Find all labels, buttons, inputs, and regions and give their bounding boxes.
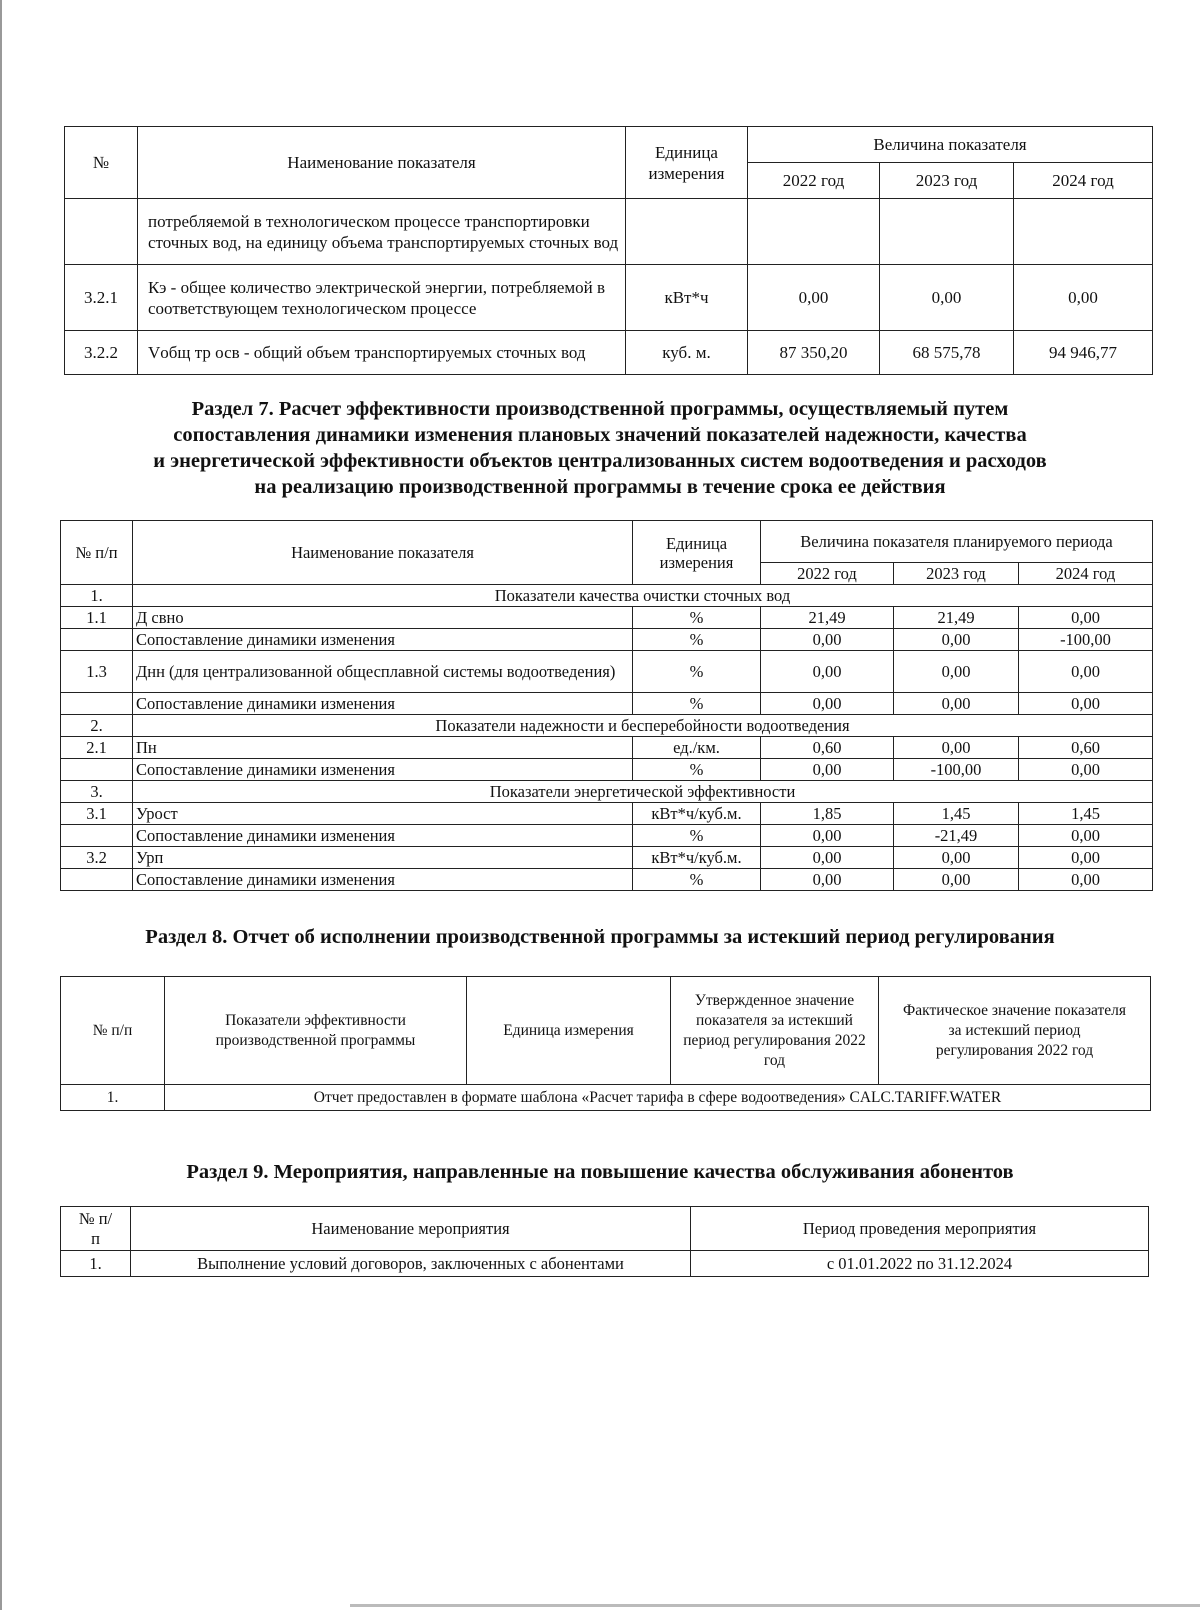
row-value: 0,00	[1014, 265, 1153, 331]
row-num	[61, 629, 133, 651]
row-unit: ед./км.	[633, 737, 761, 759]
scan-artifact	[350, 1604, 1200, 1607]
row-unit: кВт*ч	[626, 265, 748, 331]
row-value: -100,00	[1019, 629, 1153, 651]
header-unit: Единица измерения	[467, 977, 671, 1085]
header-num: № п/п	[61, 977, 165, 1085]
row-value: 21,49	[894, 607, 1019, 629]
row-value: 0,00	[761, 651, 894, 693]
section7-table	[60, 520, 1153, 891]
row-name: Днн (для централизованной общесплавной системы водоотведения)	[133, 651, 633, 693]
row-name: Сопоставление динамики изменения	[133, 629, 633, 651]
table-row	[61, 803, 1153, 825]
row-value: 0,00	[761, 847, 894, 869]
header-num: №	[65, 127, 138, 199]
row-unit: %	[633, 629, 761, 651]
header-period: Период проведения мероприятия	[691, 1207, 1149, 1251]
header-num: № п/п	[61, 1207, 131, 1251]
row-num: 3.2.1	[65, 265, 138, 331]
section7-title-line: сопоставления динамики изменения плановых значений показателей надежности, качества	[173, 424, 1027, 446]
row-name: Урост	[133, 803, 633, 825]
header-year-2024: 2024 год	[1019, 563, 1153, 585]
row-num: 1.3	[61, 651, 133, 693]
row-value: 0,00	[1019, 693, 1153, 715]
row-name: Сопоставление динамики изменения	[133, 825, 633, 847]
group-row	[61, 715, 1153, 737]
header-year-2024: 2024 год	[1014, 163, 1153, 199]
row-unit	[626, 199, 748, 265]
table-row	[65, 265, 1153, 331]
row-value	[748, 199, 880, 265]
row-value	[1014, 199, 1153, 265]
row-value: 0,00	[761, 869, 894, 891]
row-num: 3.2	[61, 847, 133, 869]
row-value: 0,60	[761, 737, 894, 759]
header-name: Наименование мероприятия	[131, 1207, 691, 1251]
row-value: 0,60	[1019, 737, 1153, 759]
row-value: 94 946,77	[1014, 331, 1153, 375]
row-unit: %	[633, 607, 761, 629]
row-name: Урп	[133, 847, 633, 869]
row-value: 0,00	[1019, 825, 1153, 847]
header-unit: Единица измерения	[633, 521, 761, 585]
table-row	[61, 847, 1153, 869]
row-num: 3.2.2	[65, 331, 138, 375]
header-year-2022: 2022 год	[761, 563, 894, 585]
row-value: 0,00	[894, 847, 1019, 869]
group-title: Показатели качества очистки сточных вод	[133, 585, 1153, 607]
row-value: 0,00	[1019, 607, 1153, 629]
header-year-2023: 2023 год	[894, 563, 1019, 585]
row-num	[61, 693, 133, 715]
table-row	[65, 199, 1153, 265]
header-name: Наименование показателя	[133, 521, 633, 585]
row-unit: %	[633, 825, 761, 847]
row-value: 0,00	[761, 629, 894, 651]
section8-table	[60, 976, 1151, 1111]
row-value: 0,00	[894, 629, 1019, 651]
row-unit: кВт*ч/куб.м.	[633, 803, 761, 825]
row-name: потребляемой в технологическом процессе транспортировки сточных вод, на единицу объема транспортируемых сточных вод	[138, 199, 626, 265]
row-value: 0,00	[1019, 759, 1153, 781]
row-value: 87 350,20	[748, 331, 880, 375]
section9-title: Раздел 9. Мероприятия, направленные на повышение качества обслуживания абонентов	[186, 1161, 1014, 1183]
row-value: 1,45	[894, 803, 1019, 825]
scan-edge	[0, 0, 2, 1610]
row-report-note: Отчет предоставлен в формате шаблона «Расчет тарифа в сфере водоотведения» CALC.TARIFF.WATER	[165, 1085, 1151, 1111]
row-num	[65, 199, 138, 265]
row-value: 0,00	[894, 651, 1019, 693]
header-year-2023: 2023 год	[880, 163, 1014, 199]
row-num: 1.1	[61, 607, 133, 629]
header-unit: Единица измерения	[626, 127, 748, 199]
header-value-group: Величина показателя планируемого периода	[761, 521, 1153, 563]
row-value: 0,00	[1019, 847, 1153, 869]
row-name: Сопоставление динамики изменения	[133, 693, 633, 715]
table-row	[61, 1251, 1149, 1277]
group-title: Показатели надежности и бесперебойности водоотведения	[133, 715, 1153, 737]
row-unit: %	[633, 869, 761, 891]
row-num: 1.	[61, 585, 133, 607]
row-unit: %	[633, 651, 761, 693]
row-name: Д свно	[133, 607, 633, 629]
row-num	[61, 759, 133, 781]
row-value: 0,00	[880, 265, 1014, 331]
row-unit: кВт*ч/куб.м.	[633, 847, 761, 869]
row-value: 68 575,78	[880, 331, 1014, 375]
row-num: 2.1	[61, 737, 133, 759]
row-unit: %	[633, 693, 761, 715]
row-value: 0,00	[1019, 651, 1153, 693]
section7-title-line: на реализацию производственной программы в течение срока ее действия	[254, 476, 946, 498]
row-value: 1,45	[1019, 803, 1153, 825]
section7-title-line: Раздел 7. Расчет эффективности производственной программы, осуществляемый путем	[191, 398, 1009, 420]
group-title: Показатели энергетической эффективности	[133, 781, 1153, 803]
row-num: 2.	[61, 715, 133, 737]
group-row	[61, 585, 1153, 607]
header-year-2022: 2022 год	[748, 163, 880, 199]
section9-table	[60, 1206, 1149, 1277]
table-row	[61, 869, 1153, 891]
row-value	[880, 199, 1014, 265]
table-row	[61, 1085, 1151, 1111]
row-value: -21,49	[894, 825, 1019, 847]
row-value: 21,49	[761, 607, 894, 629]
table-row	[61, 825, 1153, 847]
table-row	[61, 737, 1153, 759]
row-value: 0,00	[894, 869, 1019, 891]
row-value: -100,00	[894, 759, 1019, 781]
row-value: 0,00	[761, 759, 894, 781]
row-name: Выполнение условий договоров, заключенных с абонентами	[131, 1251, 691, 1277]
row-unit: %	[633, 759, 761, 781]
row-value: 0,00	[1019, 869, 1153, 891]
row-num: 3.	[61, 781, 133, 803]
row-value: 0,00	[761, 825, 894, 847]
header-approved: Утвержденное значение показателя за истекший период регулирования 2022 год	[671, 977, 879, 1085]
row-num: 1.	[61, 1251, 131, 1277]
row-period: с 01.01.2022 по 31.12.2024	[691, 1251, 1149, 1277]
table-row	[61, 759, 1153, 781]
indicator-table-continued	[64, 126, 1153, 375]
table-row	[65, 331, 1153, 375]
group-row	[61, 781, 1153, 803]
table-row	[61, 651, 1153, 693]
row-name: Сопоставление динамики изменения	[133, 869, 633, 891]
header-name: Показатели эффективности производственной программы	[165, 977, 467, 1085]
row-num: 1.	[61, 1085, 165, 1111]
row-name: Сопоставление динамики изменения	[133, 759, 633, 781]
row-name: Кэ - общее количество электрической энергии, потребляемой в соответствующем технологическом процессе	[138, 265, 626, 331]
row-name: Vобщ тр осв - общий объем транспортируемых сточных вод	[138, 331, 626, 375]
row-num: 3.1	[61, 803, 133, 825]
header-value-group: Величина показателя	[748, 127, 1153, 163]
header-num: № п/п	[61, 521, 133, 585]
row-num	[61, 869, 133, 891]
section8-title: Раздел 8. Отчет об исполнении производственной программы за истекший период регулирования	[145, 926, 1055, 948]
table-row	[61, 693, 1153, 715]
row-value: 1,85	[761, 803, 894, 825]
header-actual: Фактическое значение показателя за истекший период регулирования 2022 год	[879, 977, 1151, 1085]
section7-title-line: и энергетической эффективности объектов централизованных систем водоотведения и расходов	[153, 450, 1047, 472]
row-name: Пн	[133, 737, 633, 759]
header-name: Наименование показателя	[138, 127, 626, 199]
row-unit: куб. м.	[626, 331, 748, 375]
row-num	[61, 825, 133, 847]
row-value: 0,00	[748, 265, 880, 331]
table-row	[61, 607, 1153, 629]
row-value: 0,00	[894, 737, 1019, 759]
row-value: 0,00	[894, 693, 1019, 715]
row-value: 0,00	[761, 693, 894, 715]
table-row	[61, 629, 1153, 651]
